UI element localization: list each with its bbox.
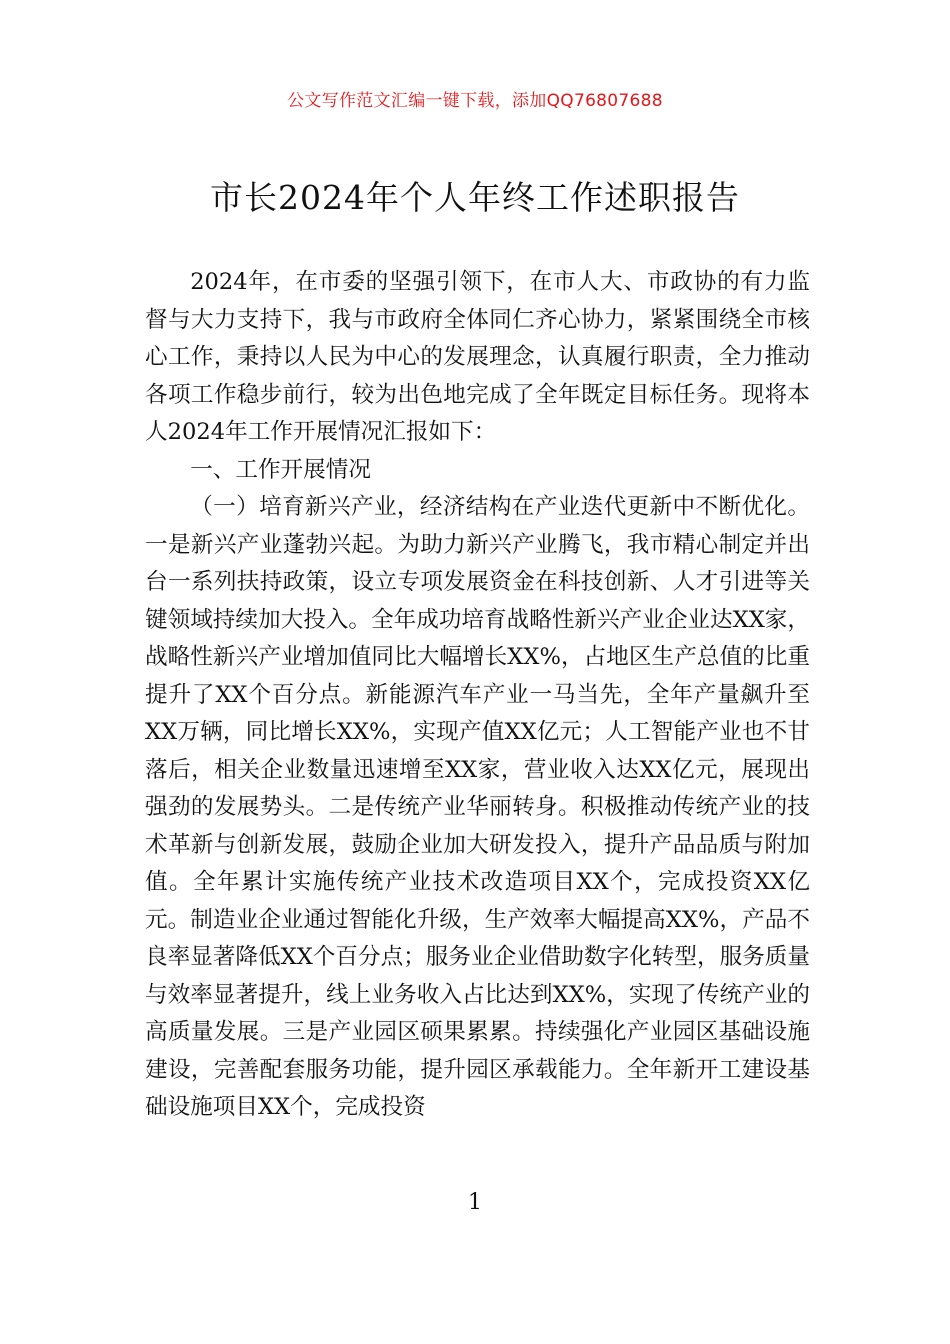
- body-paragraph: （一）培育新兴产业，经济结构在产业迭代更新中不断优化。一是新兴产业蓬勃兴起。为助力新兴产业腾飞，我市精心制定并出台一系列扶持政策，设立专项发展资金在科技创新、人才引进等关键领域持续加大投入。全年成功培育战略性新兴产业企业达XX家，战略性新兴产业增加值同比大幅增长XX%，占地区生产总值的比重提升了XX个百分点。新能源汽车产业一马当先，全年产量飙升至XX万辆，同比增长XX%，实现产值XX亿元；人工智能产业也不甘落后，相关企业数量迅速增至XX家，营业收入达XX亿元，展现出强劲的发展势头。二是传统产业华丽转身。积极推动传统产业的技术革新与创新发展，鼓励企业加大研发投入，提升产品品质与附加值。全年累计实施传统产业技术改造项目XX个，完成投资XX亿元。制造业企业通过智能化升级，生产效率大幅提高XX%，产品不良率显著降低XX个百分点；服务业企业借助数字化转型，服务质量与效率显著提升，线上业务收入占比达到XX%，实现了传统产业的高质量发展。三是产业园区硕果累累。持续强化产业园区基础设施建设，完善配套服务功能，提升园区承载能力。全年新开工建设基础设施项目XX个，完成投资: [145, 494, 810, 1120]
- section-heading: 一、工作开展情况: [190, 456, 371, 483]
- document-body: [145, 264, 810, 1127]
- intro-paragraph: 2024年，在市委的坚强引领下，在市人大、市政协的有力监督与大力支持下，我与市政府全体同仁齐心协力，紧紧围绕全市核心工作，秉持以人民为中心的发展理念，认真履行职责，全力推动各项工作稳步前行，较为出色地完成了全年既定目标任务。现将本人2024年工作开展情况汇报如下：: [145, 269, 810, 445]
- document-title: 市长2024年个人年终工作述职报告: [210, 178, 740, 217]
- download-banner: 公文写作范文汇编一键下载，添加QQ76807688: [287, 91, 663, 111]
- page-number: 1: [468, 1190, 482, 1215]
